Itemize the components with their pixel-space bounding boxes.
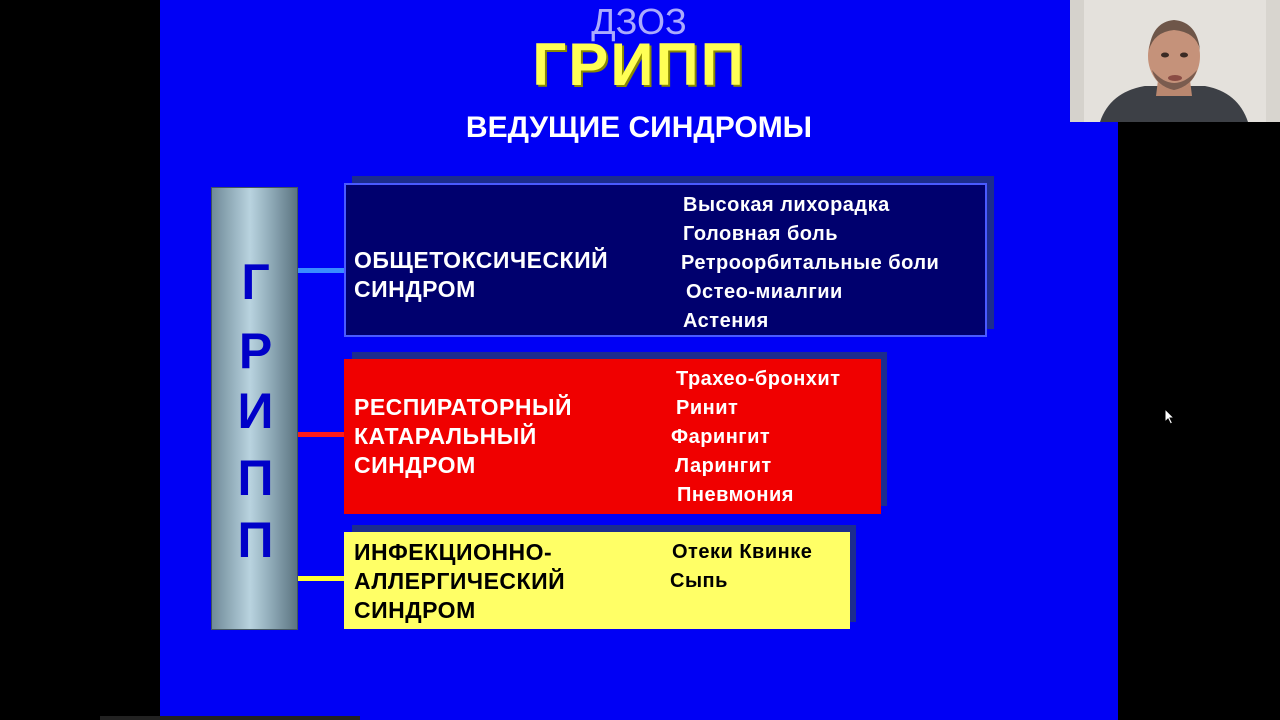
syndrome-box-respiratory — [344, 359, 881, 514]
slide-watermark: ДЗОЗ — [591, 1, 687, 42]
symptom-item: Высокая лихорадка — [683, 194, 890, 216]
symptom-item: Ларингит — [675, 455, 772, 477]
presenter-webcam[interactable] — [1070, 0, 1280, 122]
pillar-letter: Р — [238, 323, 273, 379]
syndrome-label: ИНФЕКЦИОННО- АЛЛЕРГИЧЕСКИЙ СИНДРОМ — [354, 539, 566, 623]
symptom-item: Астения — [683, 310, 769, 332]
mouse-pointer-icon — [1164, 408, 1176, 426]
presentation-slide — [160, 0, 1118, 720]
syndrome-label: РЕСПИРАТОРНЫЙ КАТАРАЛЬНЫЙ СИНДРОМ — [354, 394, 573, 478]
connector-line-respiratory — [298, 432, 344, 437]
symptom-item: Головная боль — [683, 223, 839, 245]
right-black-area — [1118, 122, 1280, 720]
symptom-item: Фарингит — [671, 426, 771, 448]
presenter-avatar-icon — [1070, 0, 1280, 122]
pillar-letter: И — [237, 383, 274, 439]
flu-pillar — [211, 187, 298, 630]
symptom-item: Сыпь — [670, 570, 728, 592]
bottom-ghost-strip — [100, 716, 360, 720]
symptom-item: Отеки Квинке — [672, 541, 813, 563]
connector-line-allergic — [298, 576, 344, 581]
symptom-item: Трахео-бронхит — [676, 368, 841, 390]
symptom-item: Ретроорбитальные боли — [681, 252, 940, 274]
symptom-item: Ринит — [676, 397, 739, 419]
pillar-letter: Г — [241, 254, 270, 310]
symptom-item: Пневмония — [677, 484, 794, 506]
connector-line-toxic — [298, 268, 344, 273]
syndrome-box-allergic — [344, 532, 850, 629]
pillar-letter: П — [237, 512, 274, 568]
syndrome-box-toxic — [344, 183, 987, 337]
slide-subtitle: ВЕДУЩИЕ СИНДРОМЫ — [465, 111, 813, 144]
slide-title: ГРИПП — [532, 31, 746, 98]
pillar-letter: П — [237, 450, 274, 506]
syndrome-label: ОБЩЕТОКСИЧЕСКИЙ СИНДРОМ — [354, 247, 609, 302]
symptom-item: Остео-миалгии — [686, 281, 843, 303]
